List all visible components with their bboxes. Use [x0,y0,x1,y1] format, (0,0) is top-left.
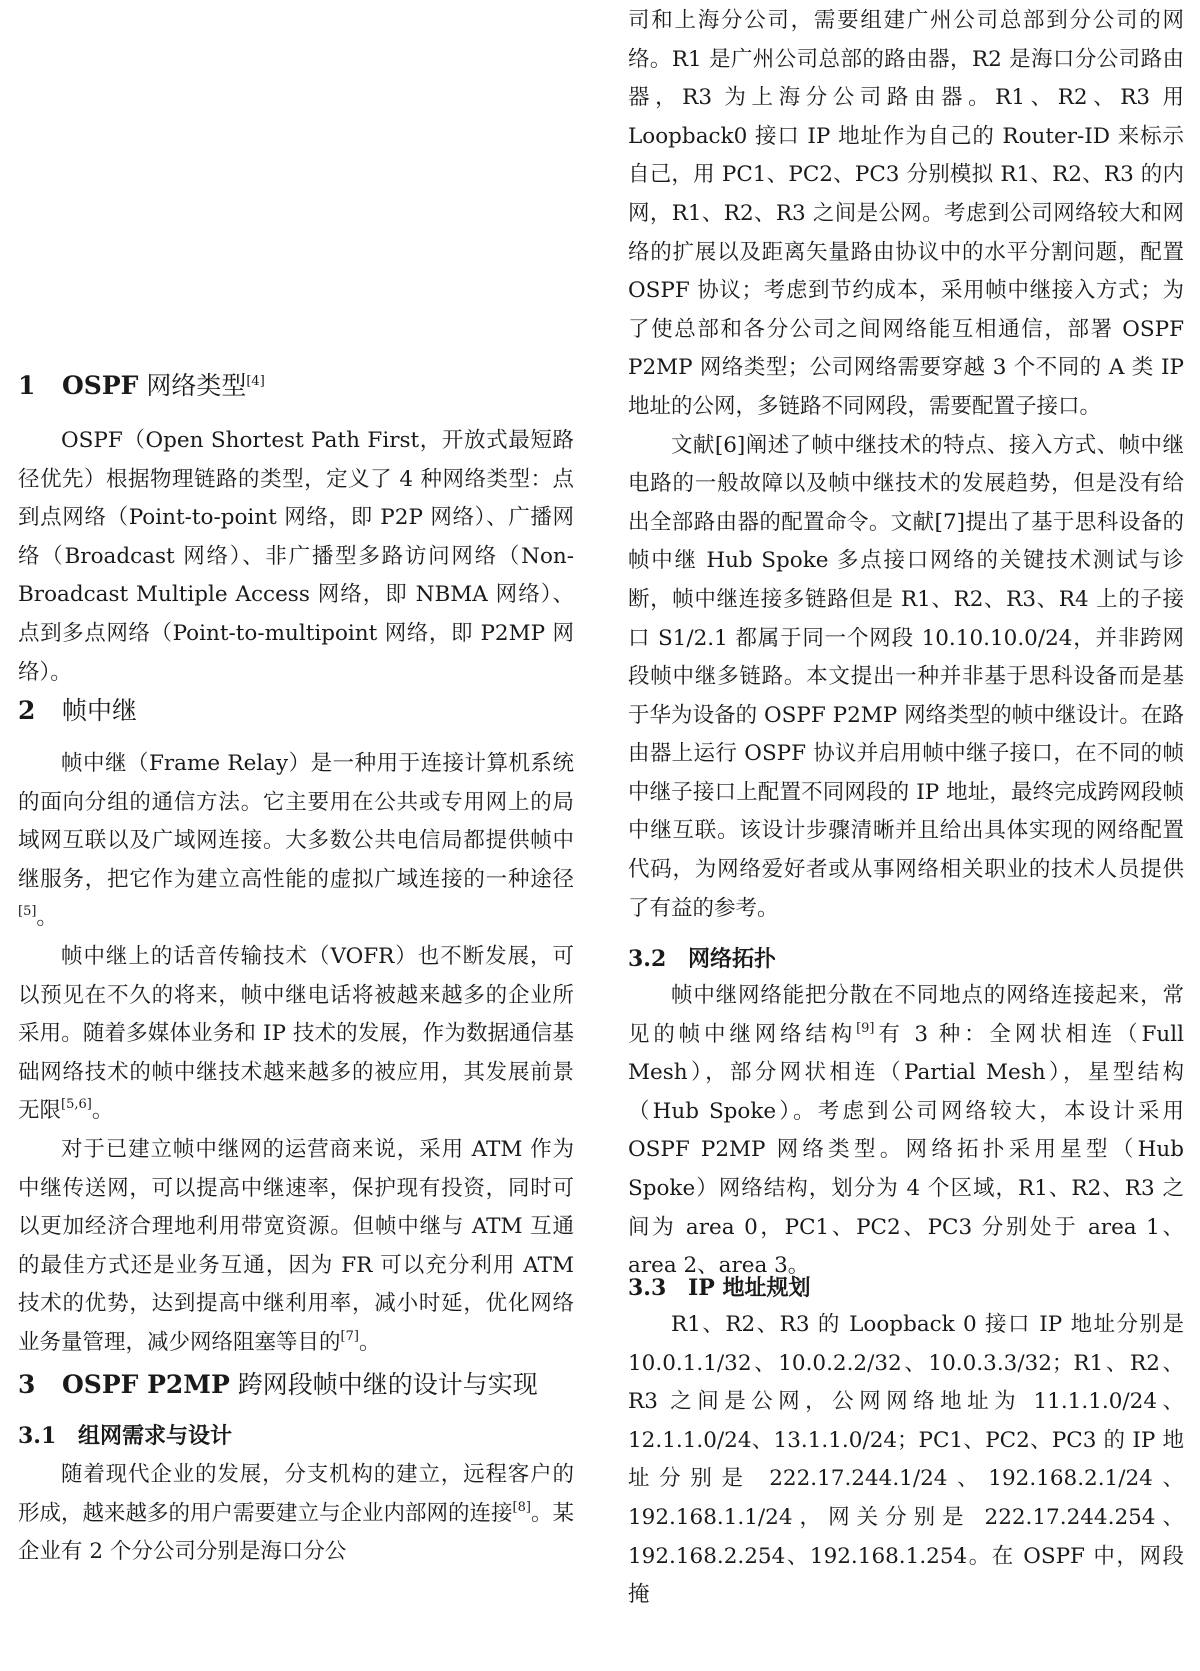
paragraph-tail: 。 [91,1098,114,1124]
subsection-title: 地址规划 [722,1275,811,1301]
citation-ref: [4] [246,374,265,389]
section-3-heading [18,1367,538,1403]
subsection-3-2-heading [628,941,776,977]
section-number: 2 [18,696,36,725]
section-number: 3 [18,1370,36,1399]
section-title: 跨网段帧中继的设计与实现 [237,1370,538,1399]
section-title: 帧中继 [62,696,138,725]
citation-ref: [5,6] [61,1097,92,1113]
paragraph-text: 帧中继网络能把分散在不同地点的网络连接起来，常见的帧中继网络结构 [628,983,1184,1047]
section-2-body [18,745,574,1363]
subsection-title-bold: IP [688,1275,715,1301]
section-1-heading [18,368,265,404]
paragraph-tail: 。 [358,1329,381,1355]
paragraph [18,1456,574,1572]
paragraph-tail: 。 [36,905,58,931]
citation-ref: [9] [856,1020,875,1036]
section-1-paragraph: OSPF（Open Shortest Path First，开放式最短路径优先）根据物理链路的类型，定义了 4 种网络类型：点到点网络（Point-to-point 网络，即 P2P 网络）、广播网络（Broadcast 网络）、非广播型多路访问网络（Non-Broadcast Multiple Access 网络，即 NBMA 网络）、点到多点网络（Point-to-multipoint 网络，即 P2MP 网络）。 [18,428,574,685]
paragraph [18,745,574,938]
paragraph-tail: 有 3 种：全网状相连（Full Mesh），部分网状相连（Partial Mesh），星型结构（Hub Spoke）。考虑到公司网络较大，本设计采用 OSPF P2MP 网络类型。网络拓扑采用星型（Hub Spoke）网络结构，划分为 4 个区域，R1、R2、R3 之间为 area 0，PC1、PC2、PC3 分别处于 area 1、area 2、area 3。 [628,1021,1184,1279]
paragraph-tail: 。某企业有 2 个分公司分别是海口分公 [18,1500,574,1565]
subsection-number: 3.1 [18,1423,57,1449]
paragraph-text: 帧中继上的话音传输技术（VOFR）也不断发展，可以预见在不久的将来，帧中继电话将被越来越多的企业所采用。随着多媒体业务和 IP 技术的发展，作为数据通信基础网络技术的帧中继技术越来越多的被应用，其发展前景无限 [18,943,574,1124]
citation-ref: [7] [340,1328,359,1344]
citation-ref: [8] [512,1499,531,1515]
paragraph [18,1131,574,1363]
section-title-en: OSPF [62,371,139,400]
section-title-zh: 网络类型 [146,371,247,400]
paragraph-text: 帧中继（Frame Relay）是一种用于连接计算机系统的面向分组的通信方法。它主要用在公共或专用网上的局域网互联以及广域网连接。大多数公共电信局都提供帧中继服务，把它作为建立高性能的虚拟广域连接的一种途径 [18,751,574,892]
paragraph: 文献[6]阐述了帧中继技术的特点、接入方式、帧中继电路的一般故障以及帧中继技术的发展趋势，但是没有给出全部路由器的配置命令。文献[7]提出了基于思科设备的帧中继 Hub Spoke 多点接口网络的关键技术测试与诊断，帧中继连接多链路但是 R1、R2、R3、R4 上的子接口 S1/2.1 都属于同一个网段 10.10.10.0/24，并非跨网段帧中继多链路。本文提出一种并非基于思科设备而是基于华为设备的 OSPF P2MP 网络类型的帧中继设计。在路由器上运行 OSPF 协议并启用帧中继子接口，在不同的帧中继子接口上配置不同网段的 IP 地址，最终完成跨网段帧中继互联。该设计步骤清晰并且给出具体实现的网络配置代码，为网络爱好者或从事网络相关职业的技术人员提供了有益的参考。 [628,432,1184,921]
subsection-title: 组网需求与设计 [78,1423,233,1449]
paragraph-text: 随着现代企业的发展，分支机构的建立，远程客户的形成，越来越多的用户需要建立与企业内部网的连接 [18,1462,574,1526]
citation-ref: [5] [18,904,37,920]
subsection-title: 网络拓扑 [688,946,777,972]
right-body-top [628,2,1184,928]
paragraph-text: 对于已建立帧中继网的运营商来说，采用 ATM 作为中继传送网，可以提高中继速率，保护现有投资，同时可以更加经济合理地利用带宽资源。但帧中继与 ATM 互通的最佳方式还是业务互通，因为 FR 可以充分利用 ATM 技术的优势，达到提高中继利用率，减小时延，优化网络业务量管理，减少网络阻塞等目的 [18,1136,574,1355]
paragraph-continued: 司和上海分公司，需要组建广州公司总部到分公司的网络。R1 是广州公司总部的路由器，R2 是海口分公司路由器，R3 为上海分公司路由器。R1、R2、R3 用 Loopback0 接口 IP 地址作为自己的 Router-ID 来标示自己，用 PC1、PC2、PC3 分别模拟 R1、R2、R3 的内网，R1、R2、R3 之间是公网。考虑到公司网络较大和网络的扩展以及距离矢量路由协议中的水平分割问题，配置 OSPF 协议；考虑到节约成本，采用帧中继接入方式；为了使总部和各分公司之间网络能互相通信，部署 OSPF P2MP 网络类型；公司网络需要穿越 3 个不同的 A 类 IP 地址的公网，多链路不同网段，需要配置子接口。 [628,8,1184,419]
paragraph [628,977,1184,1286]
subsection-3-1-heading [18,1418,232,1454]
paragraph: R1、R2、R3 的 Loopback 0 接口 IP 地址分别是 10.0.1.1/32、10.0.2.2/32、10.0.3.3/32；R1、R2、R3 之间是公网，公网网络地址为 11.1.1.0/24、12.1.1.0/24、13.1.1.0/24；PC1、PC2、PC3 的 IP 地址分别是 222.17.244.1/24、192.168.2.1/24、192.168.1.1/24，网关分别是 222.17.244.254、192.168.2.254、192.168.1.254。在 OSPF 中，网段掩 [628,1312,1184,1608]
subsection-3-3-heading [628,1270,811,1306]
subsection-number: 3.3 [628,1275,667,1301]
paragraph [18,938,574,1131]
subsection-number: 3.2 [628,946,667,972]
section-title-bold: OSPF P2MP [62,1370,230,1399]
section-number: 1 [18,371,36,400]
section-2-heading [18,693,137,729]
